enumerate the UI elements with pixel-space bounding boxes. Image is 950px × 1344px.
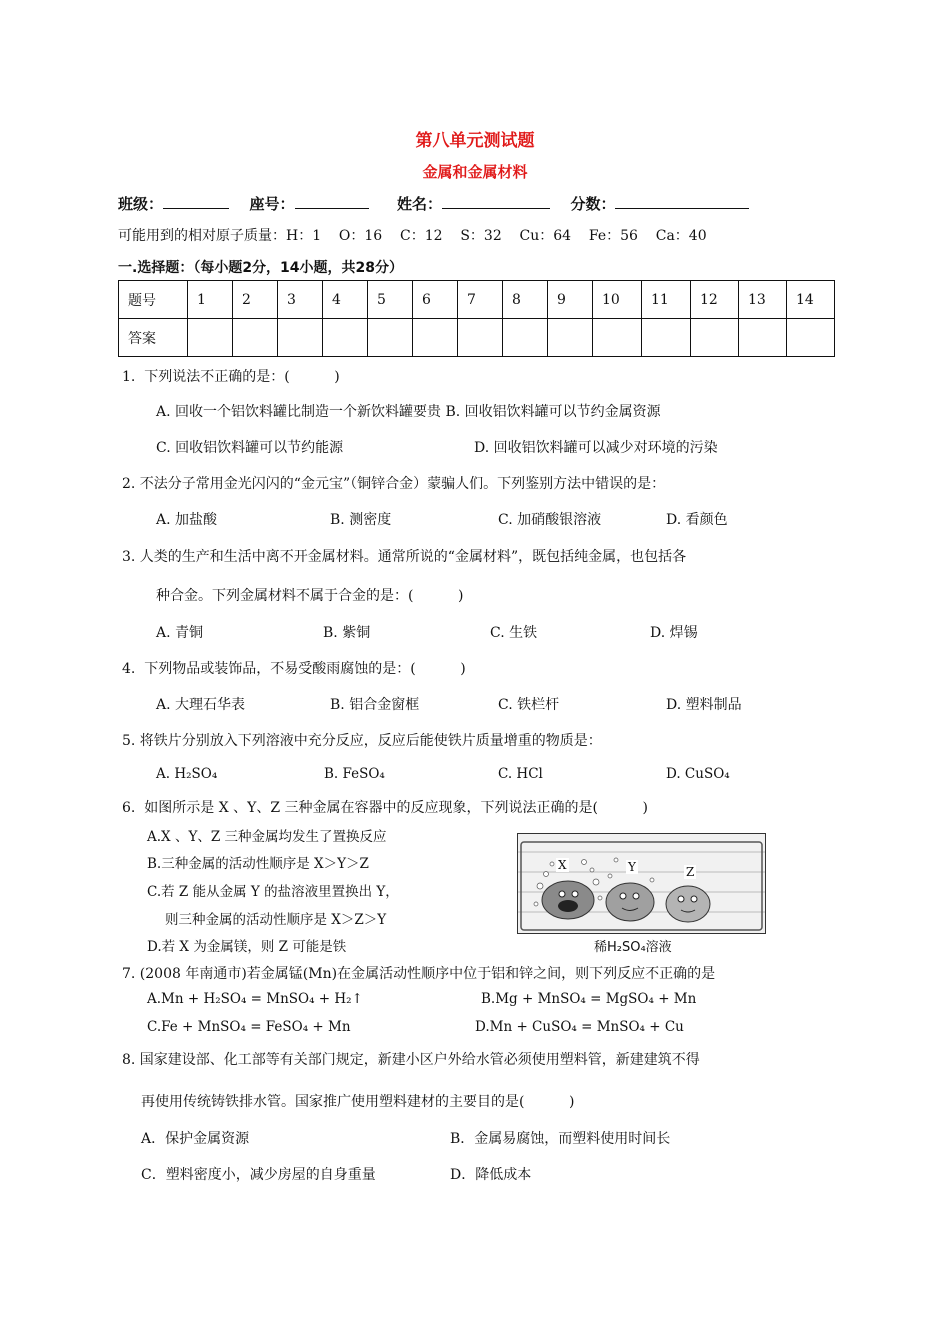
question-6-option-b: B.三种金属的活动性顺序是 X＞Y＞Z [147,856,369,872]
answer-cell[interactable] [278,319,323,357]
figure-label-x: X [558,858,567,872]
seat-label: 座号： [249,195,295,213]
question-8-stem-line2: 再使用传统铸铁排水管。国家推广使用塑料建材的主要目的是( ) [141,1094,575,1110]
section-heading: 一.选择题：（每小题2分，14小题，共28分） [118,260,404,276]
question-3-stem-line1: 3. 人类的生产和生活中离不开金属材料。通常所说的“金属材料”，既包括纯金属，也包括各 [122,549,687,565]
question-6-option-a: A.X 、Y、Z 三种金属均发生了置换反应 [147,829,387,845]
table-number-cell: 9 [548,281,593,319]
question-2-option-c: C. 加硝酸银溶液 [498,512,602,528]
table-number-cell: 2 [233,281,278,319]
table-number-cell: 3 [278,281,323,319]
table-number-cell: 8 [503,281,548,319]
question-6-option-c-line1: C.若 Z 能从金属 Y 的盐溶液里置换出 Y， [147,884,399,900]
question-1-option-d: D. 回收铝饮料罐可以减少对环境的污染 [474,440,718,456]
table-number-cell: 11 [642,281,691,319]
answer-cell[interactable] [787,319,835,357]
question-3-option-b: B. 紫铜 [323,625,371,641]
question-7-stem: 7. (2008 年南通市)若金属锰(Mn)在金属活动性顺序中位于铝和锌之间，则下列反应不正确的是 [122,966,716,982]
question-3-stem-line2: 种合金。下列金属材料不属于合金的是：( ) [156,588,464,604]
question-8-option-b: B．金属易腐蚀，而塑料使用时间长 [450,1131,671,1147]
table-number-cell: 14 [787,281,835,319]
answer-cell[interactable] [188,319,233,357]
figure-label-z: Z [686,865,695,879]
question-4-option-a: A. 大理石华表 [156,697,246,713]
question-4-option-b: B. 铝合金窗框 [330,697,420,713]
seat-blank[interactable] [295,194,369,209]
question-4-option-c: C. 铁栏杆 [498,697,560,713]
question-2-stem: 2. 不法分子常用金光闪闪的“金元宝”（铜锌合金）蒙骗人们。下列鉴别方法中错误的是： [122,476,666,492]
table-number-cell: 12 [691,281,739,319]
page-title: 第八单元测试题 [415,131,535,151]
reaction-figure [517,833,766,934]
table-answer-label: 答案 [119,319,188,357]
table-row-answers [119,319,835,357]
table-number-cell: 6 [413,281,458,319]
question-5-option-d: D. CuSO₄ [666,766,730,782]
atomic-masses: 可能用到的相对原子质量：H：1 O：16 C：12 S：32 Cu：64 Fe：56 Ca：40 [118,228,707,244]
info-line [118,193,749,214]
beaker-illustration [518,834,765,933]
answer-cell[interactable] [323,319,368,357]
page-subtitle: 金属和金属材料 [422,163,528,181]
question-1-option-c: C. 回收铝饮料罐可以节约能源 [156,440,344,456]
question-8-option-d: D．降低成本 [450,1167,532,1183]
question-1-stem: 1. 下列说法不正确的是：( ) [122,369,340,385]
table-number-cell: 1 [188,281,233,319]
question-6-stem: 6. 如图所示是 X 、Y、Z 三种金属在容器中的反应现象，下列说法正确的是( ) [122,800,648,816]
table-number-cell: 5 [368,281,413,319]
name-label: 姓名： [396,195,442,213]
question-8-option-c: C．塑料密度小，减少房屋的自身重量 [141,1167,376,1183]
table-number-cell: 7 [458,281,503,319]
question-6-option-d: D.若 X 为金属镁，则 Z 可能是铁 [147,939,347,955]
table-header-label: 题号 [119,281,188,319]
question-8-stem-line1: 8. 国家建设部、化工部等有关部门规定，新建小区户外给水管必须使用塑料管，新建建筑不得 [122,1052,700,1068]
answer-table [118,280,835,357]
question-4-option-d: D. 塑料制品 [666,697,742,713]
table-number-cell: 4 [323,281,368,319]
question-5-option-c: C. HCl [498,766,543,782]
class-label: 班级： [118,195,164,213]
class-blank[interactable] [163,194,229,209]
question-7-option-c: C.Fe + MnSO₄ = FeSO₄ + Mn [147,1019,351,1035]
answer-cell[interactable] [368,319,413,357]
answer-cell[interactable] [233,319,278,357]
question-2-option-a: A. 加盐酸 [156,512,218,528]
question-7-option-d: D.Mn + CuSO₄ = MnSO₄ + Cu [475,1019,684,1035]
question-3-option-d: D. 焊锡 [650,625,698,641]
answer-cell[interactable] [739,319,787,357]
question-7-option-a: A.Mn + H₂SO₄ = MnSO₄ + H₂↑ [147,991,363,1007]
question-4-stem: 4. 下列物品或装饰品，不易受酸雨腐蚀的是：( ) [122,661,466,677]
question-1-option-a: A. 回收一个铝饮料罐比制造一个新饮料罐要贵 B. 回收铝饮料罐可以节约金属资源 [156,404,661,420]
answer-cell[interactable] [691,319,739,357]
question-5-stem: 5. 将铁片分别放入下列溶液中充分反应，反应后能使铁片质量增重的物质是： [122,733,602,749]
table-row-numbers [119,281,835,319]
question-5-option-a: A. H₂SO₄ [156,766,218,782]
table-number-cell: 10 [593,281,642,319]
figure-label-y: Y [628,860,636,874]
question-5-option-b: B. FeSO₄ [324,766,385,782]
score-label: 分数： [570,195,616,213]
question-8-option-a: A．保护金属资源 [141,1131,250,1147]
answer-cell[interactable] [593,319,642,357]
question-7-option-b: B.Mg + MnSO₄ = MgSO₄ + Mn [481,991,697,1007]
question-2-option-d: D. 看颜色 [666,512,728,528]
answer-cell[interactable] [642,319,691,357]
answer-cell[interactable] [548,319,593,357]
figure-caption: 稀H₂SO₄溶液 [594,940,672,955]
answer-cell[interactable] [458,319,503,357]
question-6-option-c-line2: 则三种金属的活动性顺序是 X＞Z＞Y [165,912,387,928]
name-blank[interactable] [442,194,550,209]
score-blank[interactable] [615,194,749,209]
question-2-option-b: B. 测密度 [330,512,392,528]
question-3-option-c: C. 生铁 [490,625,538,641]
table-number-cell: 13 [739,281,787,319]
answer-cell[interactable] [413,319,458,357]
question-3-option-a: A. 青铜 [156,625,204,641]
answer-cell[interactable] [503,319,548,357]
